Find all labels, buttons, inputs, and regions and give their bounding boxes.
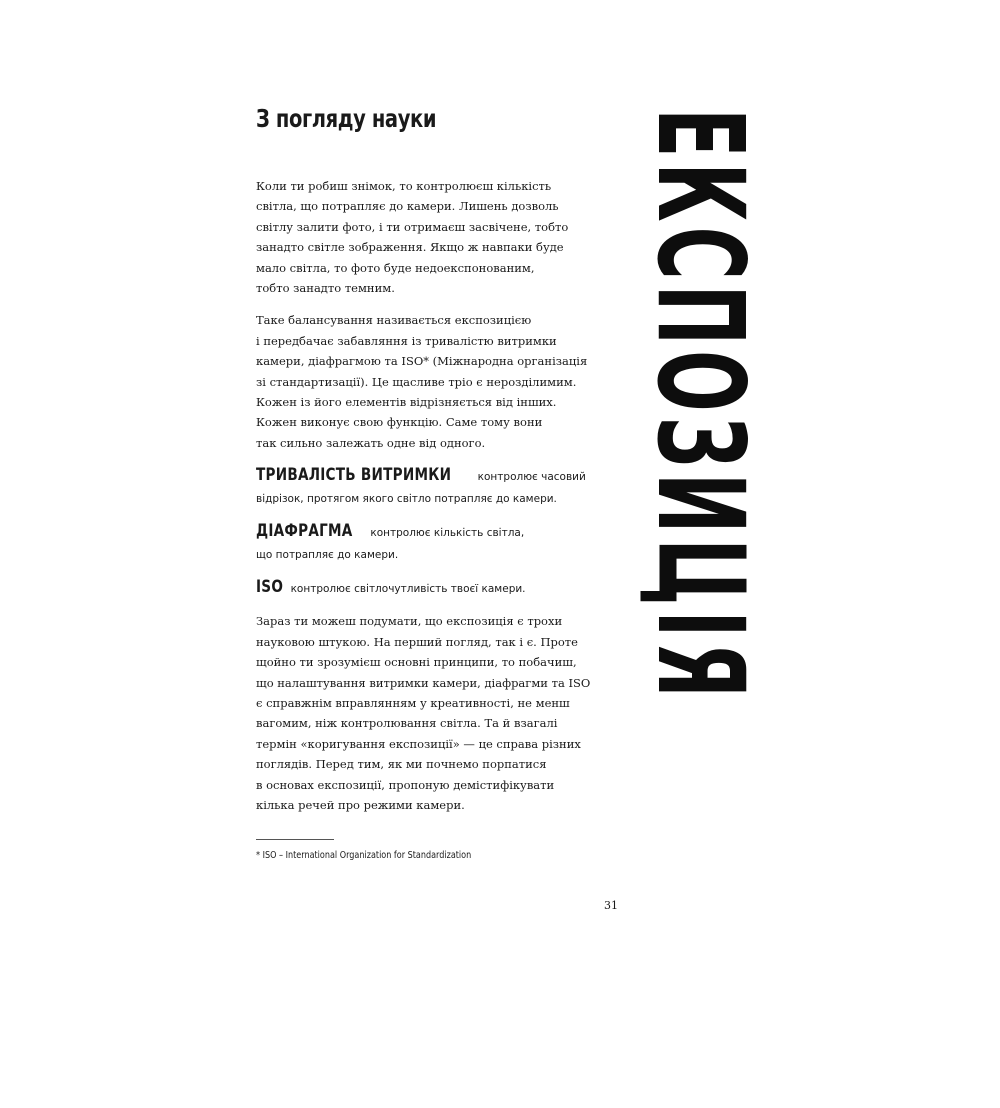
term-description: контролює світлочутливість твоєї камери. <box>290 582 526 595</box>
page-number: 31 <box>604 899 618 912</box>
footnote: * ISO – International Organization for Standardization <box>256 850 472 861</box>
vertical-title <box>630 108 770 708</box>
body-text <box>256 176 616 827</box>
term-title: ДІАФРАГМА <box>256 521 353 542</box>
term-iso <box>256 577 616 599</box>
paragraph-balance: Таке балансування називається експозицією і передбачає забавляння із тривалістю витримки камери, діафрагмою та ISO* (Міжнародна організація зі стандартизації). Це щасливе тріо є нерозділимим. Кожен із його елементів відрізняється від інших. Кожен виконує свою функцію. Саме тому вони так сильно залежать одне від одного. <box>256 313 588 450</box>
term-shutter-speed <box>256 465 616 509</box>
vertical-title-text: ЕКСПОЗИЦІЯ <box>630 108 770 703</box>
term-aperture <box>256 521 616 565</box>
paragraph-intro: Коли ти робиш знімок, то контролюєш кількість світла, що потрапляє до камери. Лишень дозволь світлу залити фото, і ти отримаєш засвічене, тобто занадто світле зображення. Якщо ж навпаки буде мало світла, то фото буде недоекспонованим, тобто занадто темним. <box>256 179 569 296</box>
term-description: контролює часовий відрізок, протягом якого світло потрапляє до камери. <box>256 471 586 505</box>
footnote-divider <box>256 839 334 840</box>
term-description: контролює кількість світла, що потрапляє до камери. <box>256 527 525 561</box>
term-title: ISO <box>256 576 284 597</box>
page-heading: З погляду науки <box>256 104 437 133</box>
term-title: ТРИВАЛІСТЬ ВИТРИМКИ <box>256 465 452 486</box>
paragraph-closing: Зараз ти можеш подумати, що експозиція є трохи науковою штукою. На перший погляд, так і є. Проте щойно ти зрозумієш основні принципи, то побачиш, що налаштування витримки камери, діафрагми та ISO є справжнім вправлянням у креативності, не менш вагомим, ніж контролювання світла. Та й взагалі термін «коригування експозиції» — це справа різних поглядів. Перед тим, як ми почнемо порпатися в основах експозиції, пропоную демістифікувати кілька речей про режими камери. <box>256 614 591 812</box>
